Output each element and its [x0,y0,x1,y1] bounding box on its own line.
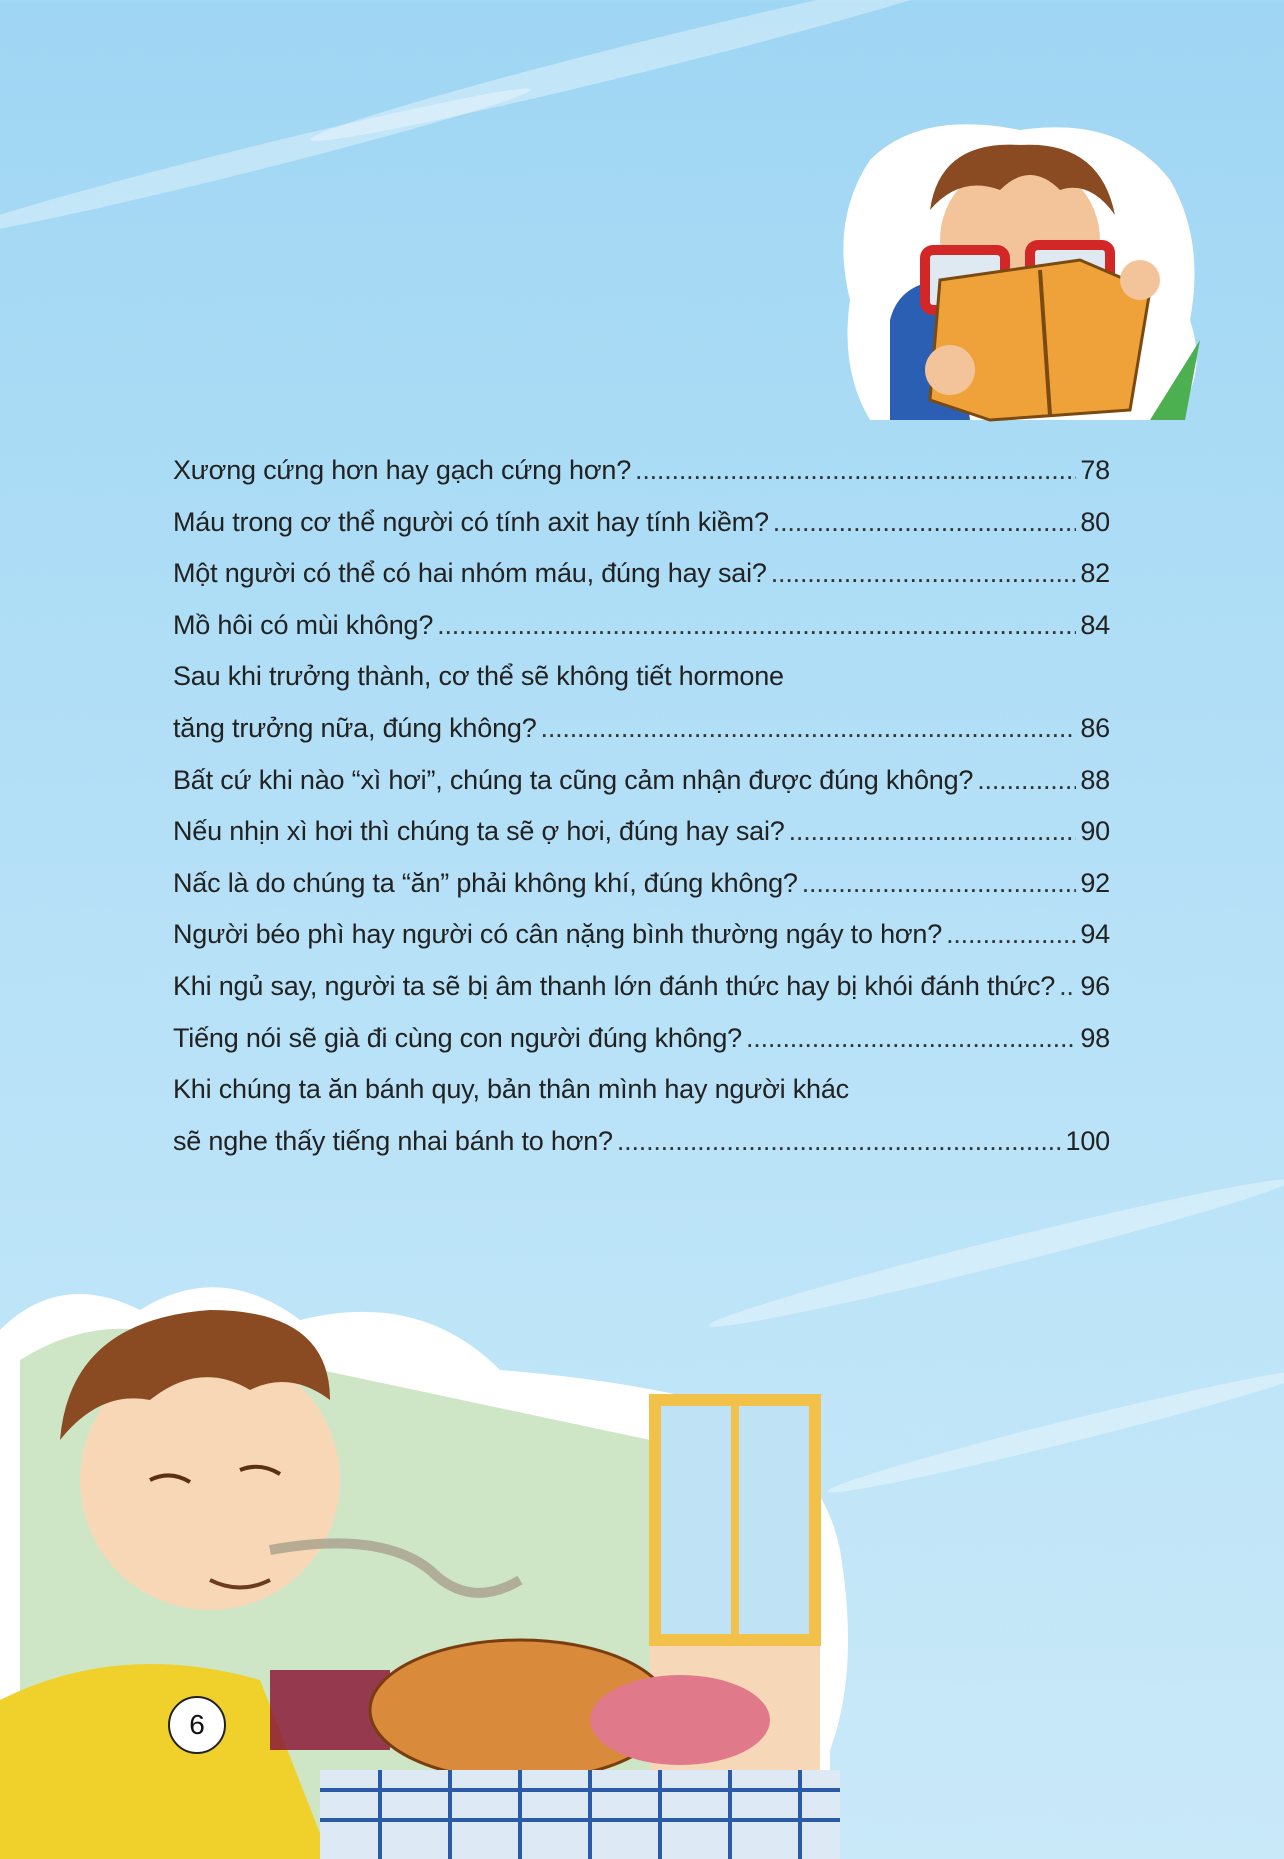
toc-entry-title: Mồ hôi có mùi không? [173,609,434,640]
page-number: 6 [168,1696,226,1754]
toc-entry-page: 98 [1080,1022,1110,1053]
toc-entry-page: 88 [1080,764,1110,795]
boy-smelling-food-illustration [0,1250,860,1859]
toc-entry[interactable] [173,765,1110,817]
toc-entry-page: 96 [1080,970,1110,1001]
toc-entry[interactable] [173,507,1110,559]
toc-entry-title: Sau khi trưởng thành, cơ thể sẽ không tiết hormone [173,661,784,692]
toc-leader-dots [773,507,1077,538]
toc-entry-line1[interactable] [173,1074,1110,1126]
toc-leader-dots [771,558,1077,589]
toc-leader-dots [635,455,1076,486]
toc-entry[interactable] [173,1126,1110,1178]
toc-entry-page: 84 [1080,609,1110,640]
toc-entry-line1[interactable] [173,661,1110,713]
toc-leader-dots [946,919,1076,950]
sky-streak [825,1360,1284,1502]
toc-leader-dots [1059,971,1076,1002]
sky-streak [0,78,534,246]
toc-entry-title: sẽ nghe thấy tiếng nhai bánh to hơn? [173,1125,613,1156]
toc-leader-dots [617,1126,1062,1157]
toc-entry-title: Tiếng nói sẽ già đi cùng con người đúng không? [173,1022,742,1053]
toc-leader-dots [789,816,1077,847]
toc-leader-dots [437,610,1076,641]
toc-entry-page: 82 [1080,558,1110,589]
toc-entry[interactable] [173,971,1110,1023]
toc-entry[interactable] [173,455,1110,507]
toc-entry[interactable] [173,868,1110,920]
toc-leader-dots [977,765,1076,796]
toc-leader-dots [746,1023,1076,1054]
toc-entry-title: Nấc là do chúng ta “ăn” phải không khí, đúng không? [173,867,798,898]
toc-entry-page: 86 [1080,712,1110,743]
toc-entry-title: Khi ngủ say, người ta sẽ bị âm thanh lớn đánh thức hay bị khói đánh thức? [173,970,1056,1001]
toc-entry[interactable] [173,610,1110,662]
toc-leader-dots [802,868,1077,899]
toc-entry[interactable] [173,713,1110,765]
toc-entry-title: Máu trong cơ thể người có tính axit hay tính kiềm? [173,506,769,537]
toc-entry-page: 78 [1080,455,1110,485]
toc-entry-page: 100 [1065,1125,1110,1156]
toc-entry[interactable] [173,816,1110,868]
toc-entry-title: Một người có thể có hai nhóm máu, đúng hay sai? [173,558,767,589]
table-of-contents [173,455,1110,1177]
toc-entry-title: Người béo phì hay người có cân nặng bình thường ngáy to hơn? [173,919,943,950]
toc-entry-title: Xương cứng hơn hay gạch cứng hơn? [173,455,632,485]
boy-reading-illustration [830,120,1210,430]
toc-entry-title: Khi chúng ta ăn bánh quy, bản thân mình hay người khác [173,1074,849,1105]
toc-entry-page: 90 [1080,816,1110,847]
toc-entry[interactable] [173,919,1110,971]
toc-entry[interactable] [173,1023,1110,1075]
toc-entry-title: Nếu nhịn xì hơi thì chúng ta sẽ ợ hơi, đúng hay sai? [173,816,785,847]
toc-entry[interactable] [173,558,1110,610]
toc-entry-page: 92 [1080,867,1110,898]
toc-entry-page: 80 [1080,506,1110,537]
toc-entry-title: Bất cứ khi nào “xì hơi”, chúng ta cũng cảm nhận được đúng không? [173,764,974,795]
toc-entry-title: tăng trưởng nữa, đúng không? [173,712,537,743]
toc-leader-dots [541,713,1077,744]
toc-entry-page: 94 [1080,919,1110,950]
